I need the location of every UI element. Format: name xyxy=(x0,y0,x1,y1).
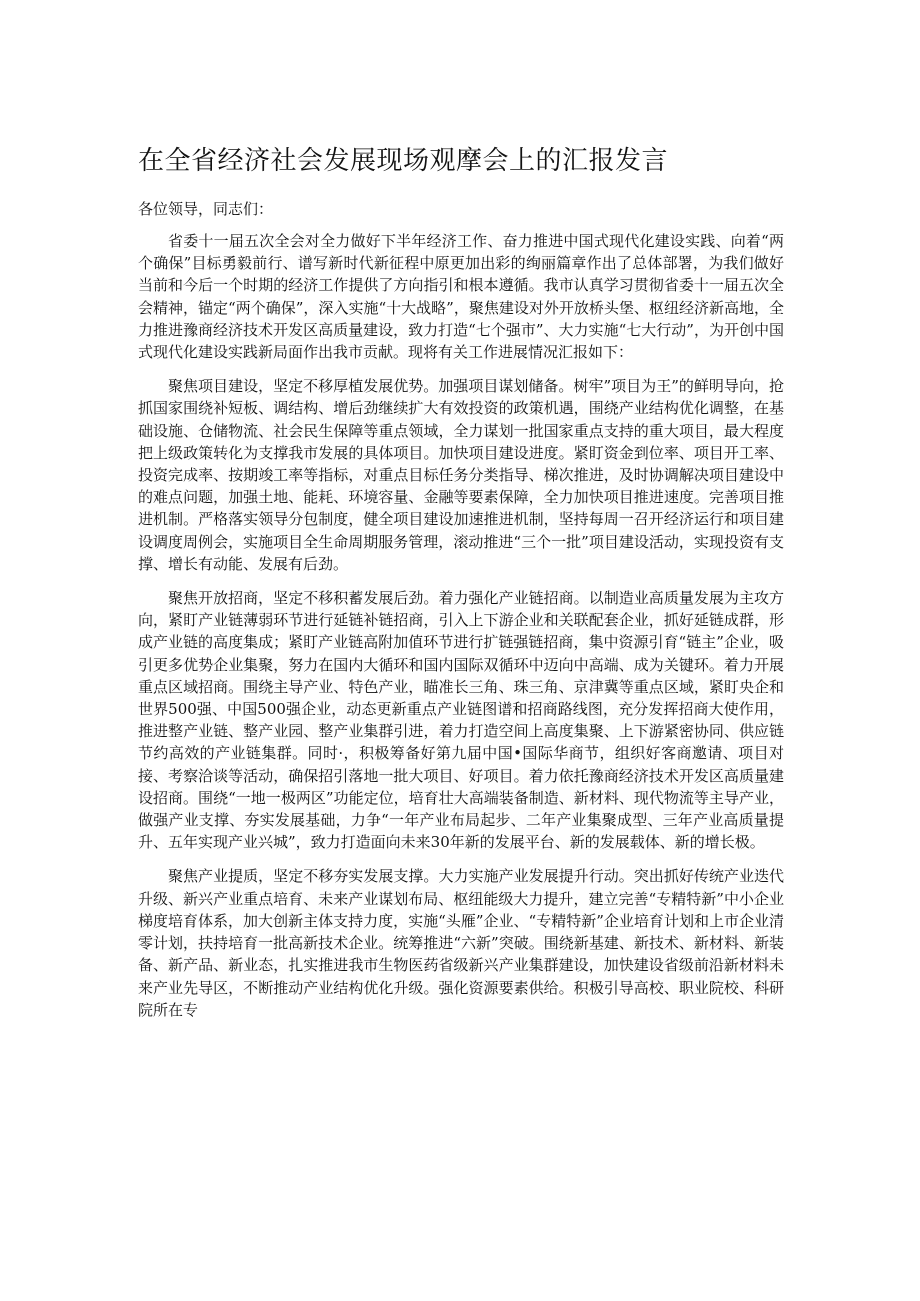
document-title: 在全省经济社会发展现场观摩会上的汇报发言 xyxy=(138,146,669,176)
paragraph-project-construction: 聚焦项目建设，坚定不移厚植发展优势。加强项目谋划储备。树牢”项目为王”的鲜明导向，抢抓国家围绕补短板、调结构、增后劲继续扩大有效投资的政策机遇，围绕产业结构优化调整，在基础设施、仓储物流、社会民生保障等重点领域，全力谋划一批国家重点支持的重大项目，最大程度把上级政策转化为支撑我市发展的具体项目。加快项目建设进度。紧盯资金到位率、项目开工率、投资完成率、按期竣工率等指标，对重点目标任务分类指导、梯次推进，及时协调解决项目建设中的难点问题，加强土地、能耗、环境容量、金融等要素保障，全力加快项目推进速度。完善项目推进机制。严格落实领导分包制度，健全项目建设加速推进机制，坚持每周一召开经济运行和项目建设调度周例会，实施项目全生命周期服务管理，滚动推进“三个一批”项目建设活动，实现投资有支撑、增长有动能、发展有后劲。 xyxy=(138,377,784,573)
document-page xyxy=(138,140,784,1033)
salutation: 各位领导，同志们： xyxy=(138,200,274,218)
paragraph-intro: 省委十一届五次全会对全力做好下半年经济工作、奋力推进中国式现代化建设实践、向着“两个确保”目标勇毅前行、谱写新时代新征程中原更加出彩的绚丽篇章作出了总体部署，为我们做好当前和今后一个时期的经济工作提供了方向指引和根本遵循。我市认真学习贯彻省委十一届五次全会精神，锚定“两个确保”，深入实施“十大战略”，聚焦建设对外开放桥头堡、枢纽经济新高地，全力推进豫商经济技术开发区高质量建设，致力打造“七个强市”、大力实施“七大行动”，为开创中国式现代化建设实践新局面作出我市贡献。现将有关工作进展情况汇报如下： xyxy=(138,232,784,362)
paragraph-open-investment: 聚焦开放招商，坚定不移积蓄发展后劲。着力强化产业链招商。以制造业高质量发展为主攻方向，紧盯产业链薄弱环节进行延链补链招商，引入上下游企业和关联配套企业，抓好延链成群，形成产业链的高度集成；紧盯产业链高附加值环节进行扩链强链招商，集中资源引育“链主”企业，吸引更多优势企业集聚，努力在国内大循环和国内国际双循环中迈向中高端、成为关键环。着力开展重点区域招商。围绕主导产业、特色产业，瞄准长三角、珠三角、京津冀等重点区域，紧盯央企和世界500强、中国500强企业，动态更新重点产业链图谱和招商路线图，充分发挥招商大使作用，推进整产业链、整产业园、整产业集群引进，着力打造空间上高度集聚、上下游紧密协同、供应链节约高效的产业链集群。同时·，积极筹备好第九届中国•国际华商节，组织好客商邀请、项目对接、考察洽谈等活动，确保招引落地一批大项目、好项目。着力依托豫商经济技术开发区高质量建设招商。围绕“一地一极两区”功能定位，培育壮大高端装备制造、新材料、现代物流等主导产业，做强产业支撑、夯实发展基础，力争“一年产业布局起步、二年产业集聚成型、三年产业高质量提升、五年实现产业兴城”，致力打造面向未来30年新的发展平台、新的发展载体、新的增长极。 xyxy=(138,589,784,852)
paragraph-industry-upgrade: 聚焦产业提质，坚定不移夯实发展支撑。大力实施产业发展提升行动。突出抓好传统产业迭代升级、新兴产业重点培育、未来产业谋划布局、枢纽能级大力提升，建立完善“专精特新”中小企业梯度培育体系，加大创新主体支持力度，实施“头雁”企业、“专精特新”企业培育计划和上市企业清零计划，扶持培育一批高新技术企业。统筹推进“六新”突破。围绕新基建、新技术、新材料、新装备、新产品、新业态，扎实推进我市生物医药省级新兴产业集群建设，加快建设省级前沿新材料未来产业先导区，不断推动产业结构优化升级。强化资源要素供给。积极引导高校、职业院校、科研院所在专 xyxy=(138,867,784,1019)
